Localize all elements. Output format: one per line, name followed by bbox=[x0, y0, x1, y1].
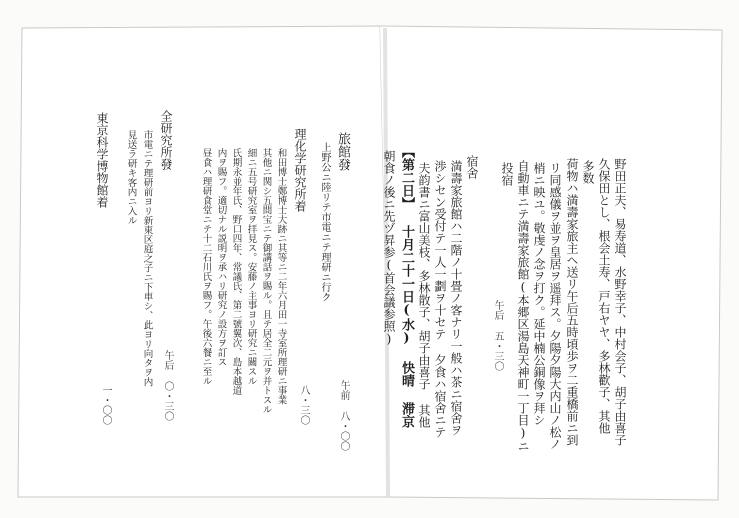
right-heading-lodging: 宿舍 bbox=[465, 155, 479, 179]
right-line-2: 久保田とし、根会土寿、戸右ヤヤ、多林歡子、其他 bbox=[597, 158, 611, 434]
left-line-12: 見送ラ研キ客内ニ入ル bbox=[125, 130, 137, 225]
left-time-departure: 午前 八・〇〇 bbox=[338, 380, 349, 451]
left-heading-departure: 旅館發 bbox=[335, 132, 350, 171]
right-line-6: 梢ニ映ユ。敬虔ノ念ヲ打ク。延中楠公銅像ヲ拜シ bbox=[532, 162, 546, 426]
right-line-14: 朝食ノ後ニ先ヅ昇参(首会議参照) bbox=[382, 150, 396, 346]
right-day-two-heading: 【第二日】 十月二十一日(水) 快晴 滞京 bbox=[399, 145, 414, 428]
left-line-6: 細ニ五号研究室ヲ拝見ス。安藤ノ主事ヨリ研究ニ關スル bbox=[245, 148, 257, 386]
left-time-arrival: 八・三〇 bbox=[298, 385, 309, 425]
left-line-5: 其他ニ関シ五間宝ニテ御講話ヲ賜ル。且テ居全二元ヲ并トスル bbox=[260, 148, 272, 414]
right-line-5: リ同感儀ヲ並ヲ皇居ヲ遥拜ス。夕陽夕陽大内山ノ松ノ bbox=[548, 162, 562, 450]
left-time-museum: 一・〇〇 bbox=[100, 385, 111, 425]
right-line-10: 満壽家旅館ハ二階ノ十畳ノ客ナリ一般ハ茶ニ宿舍ヲ bbox=[449, 160, 463, 436]
right-line-7: 自動車ニテ満壽家旅館(本郷区湯島天神町一丁目)ニ bbox=[516, 160, 530, 452]
left-heading-museum: 東京科学博物館着 bbox=[95, 112, 109, 208]
left-line-2: 上野公ニ陸リテ市電ニテ理研ニ行ク bbox=[319, 142, 330, 302]
left-line-11: 市電ニテ理研前ヨリ新東区庭之子ニ下車シ、此ヨリ向タヲ内 bbox=[141, 130, 153, 387]
right-line-1: 野田正夫、易寿道、水野幸子、中村会子、胡子由喜子 bbox=[613, 158, 627, 446]
left-line-7: 氏期永並年氏、野口四年、常議氏、第二號翼次、島本越道 bbox=[230, 148, 242, 395]
left-heading-institute: 理化学研究所着 bbox=[293, 128, 307, 212]
left-time-institute-departure: 午后 〇・三〇 bbox=[162, 350, 173, 421]
left-heading-institute-departure: 全研究所發 bbox=[159, 110, 173, 170]
right-line-12: 夫韵書ニ富山美枝、多林散子、胡子由喜子 其他 bbox=[417, 162, 431, 428]
right-line-11: 渉シセン受付テ一人一劃ヲ十セテ 夕食ハ宿舍ニテ bbox=[433, 160, 447, 438]
right-line-8: 投宿 bbox=[500, 162, 514, 186]
right-time-note: 午后 五・三〇 bbox=[492, 300, 503, 371]
right-line-3: 多数 bbox=[581, 160, 595, 184]
left-line-9: 昼食ハ理研食堂ニテ十二石川氏ヲ賜フ。午後六餐ニ至ル bbox=[200, 148, 212, 386]
left-line-4: 和田博士鄭博士大跡ニ其等ニ二年六月田一寺室所理研ニ事業 bbox=[275, 148, 287, 405]
left-line-8: 内ヲ賜フ。適切ナル説明ヲ承ハリ研究ノ設方ヲ訂ス bbox=[215, 148, 227, 367]
right-line-4: 荷物ハ満壽家旅主ヘ送リ午后五時頃歩ヲ二重橋前ニ到 bbox=[565, 158, 579, 446]
